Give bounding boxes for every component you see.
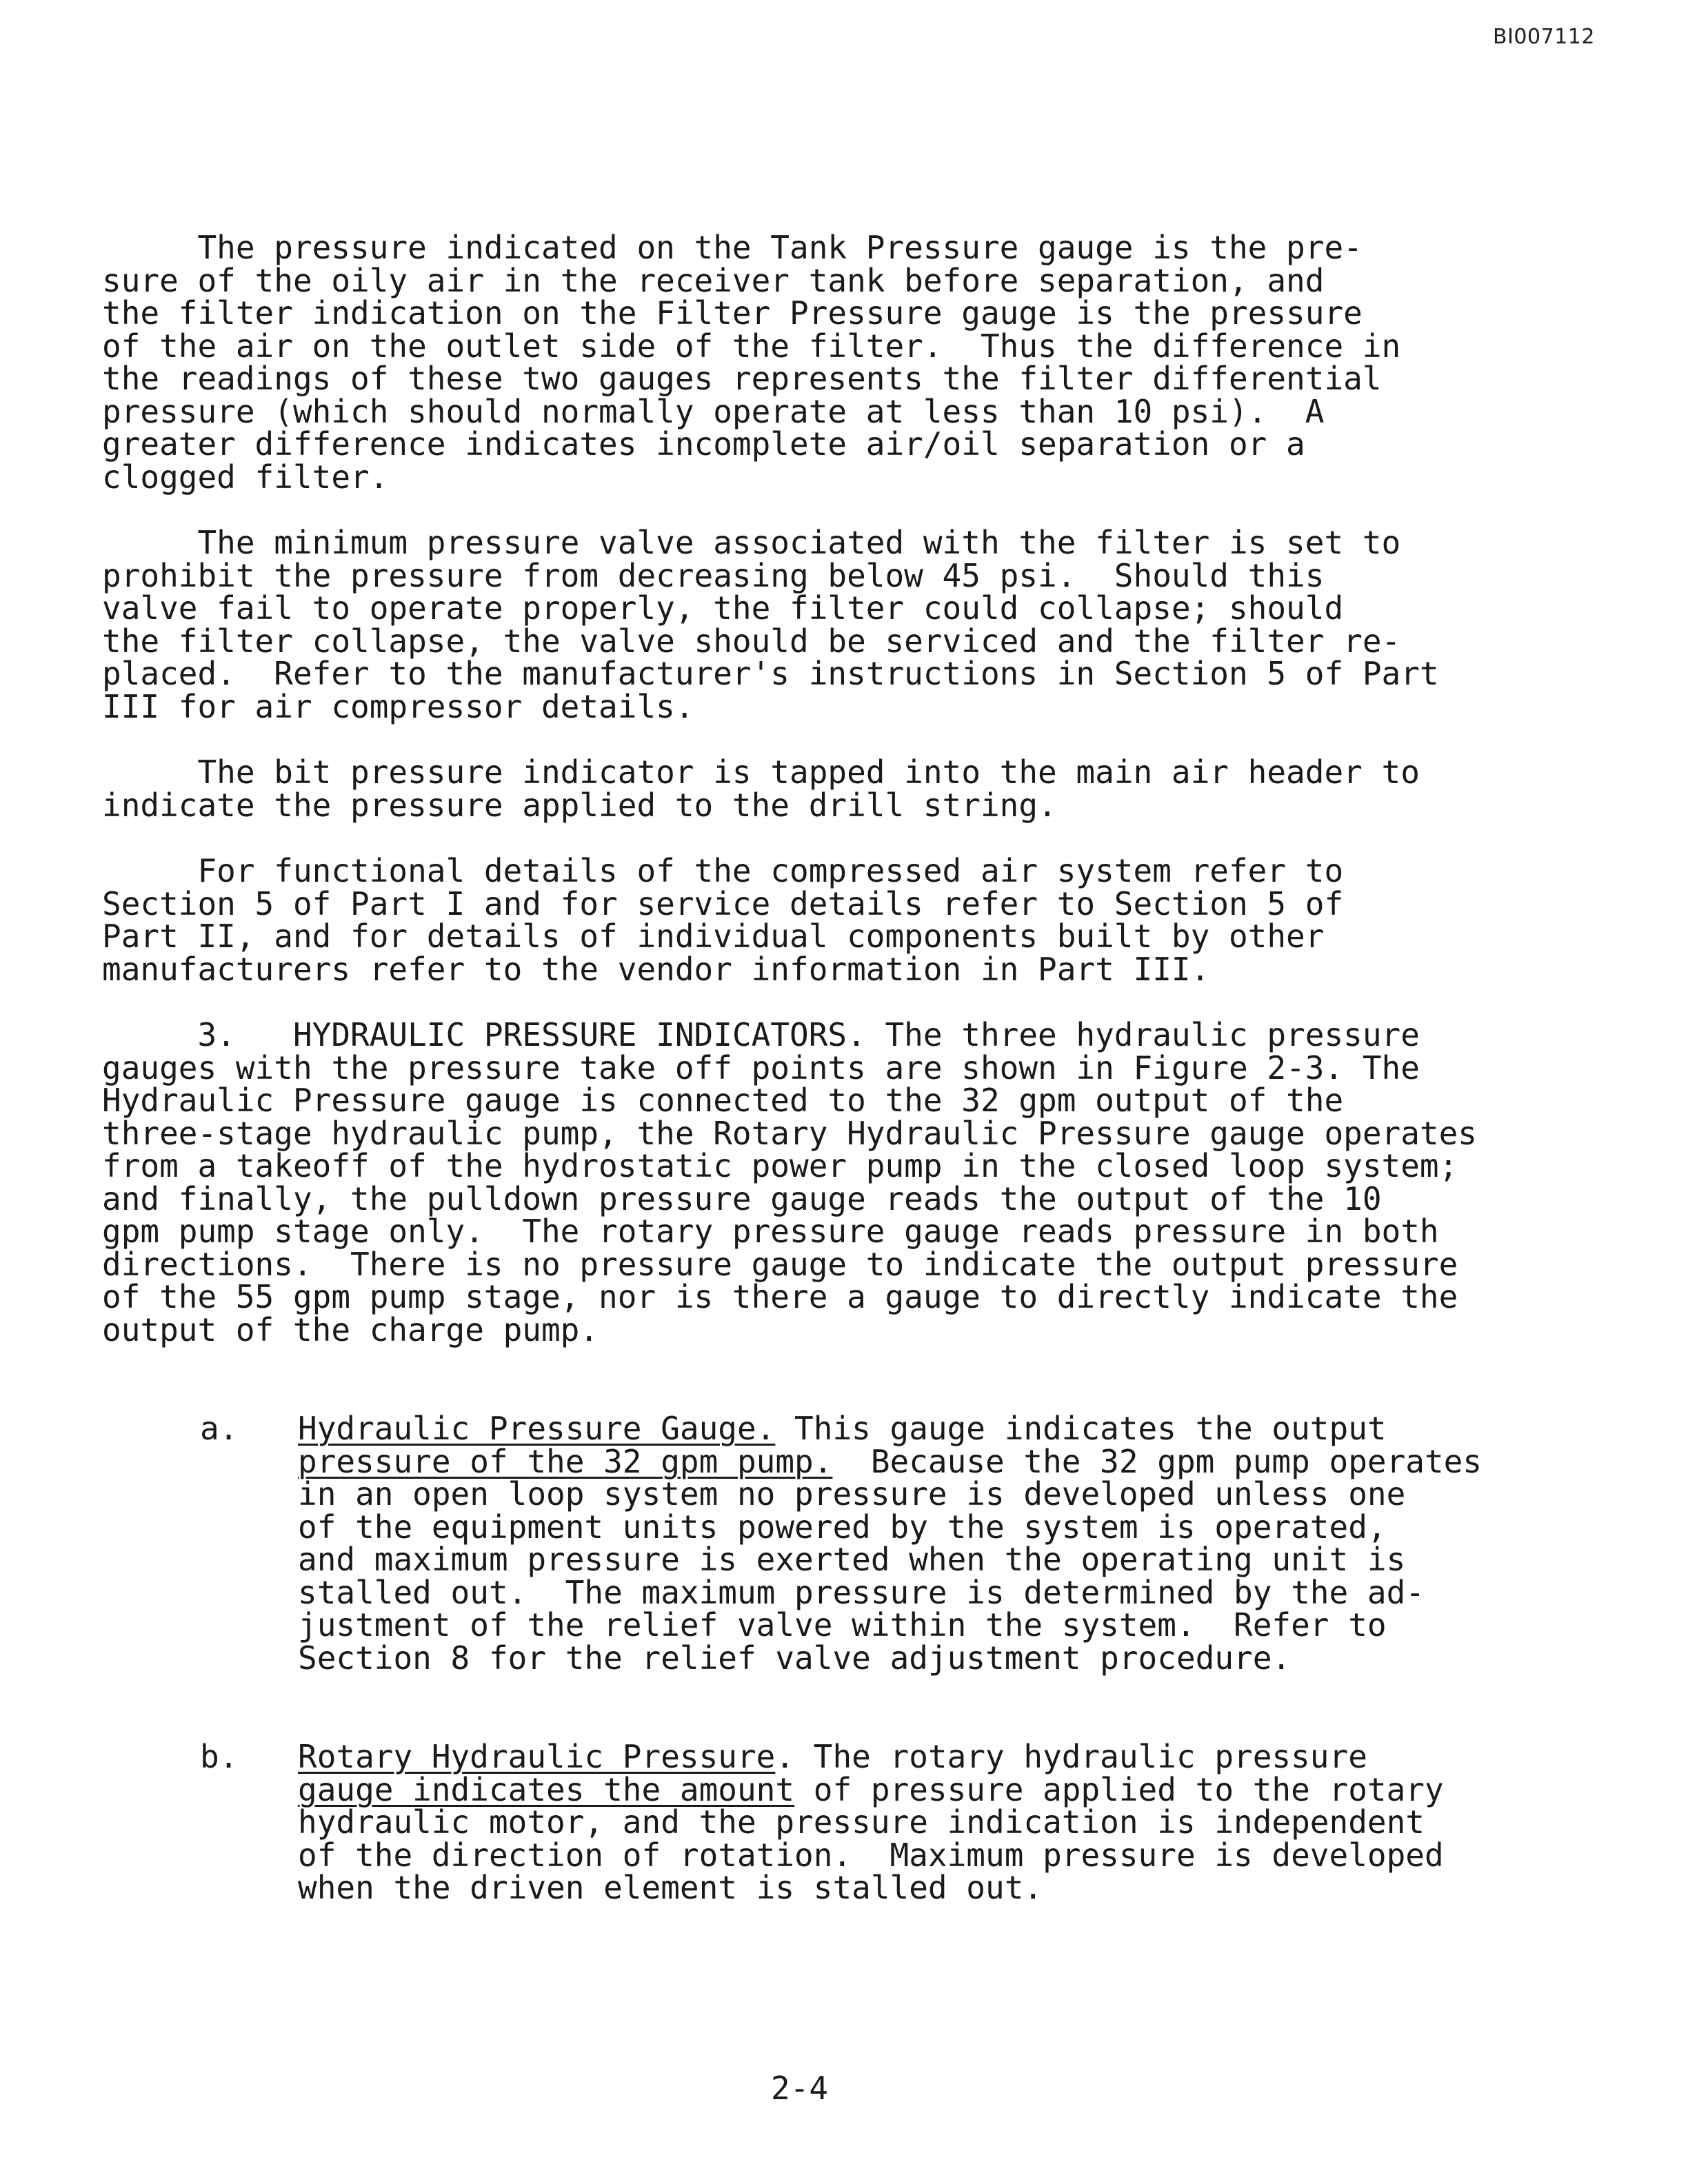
text-line: Section 5 of Part I and for service details refer to Section 5 of (102, 884, 1344, 922)
list-marker: a. (200, 1410, 239, 1447)
list-item-rotary-hydraulic-pressure (102, 1738, 1585, 1906)
underlined-heading: pressure of the 32 gpm pump. (298, 1442, 833, 1480)
text-span: Because the 32 gpm pump operates (832, 1442, 1483, 1480)
text-span: . The rotary hydraulic pressure (775, 1738, 1367, 1775)
text-line: prohibit the pressure from decreasing below 45 psi. Should this (102, 556, 1325, 594)
text-line: The minimum pressure valve associated with the filter is set to (102, 524, 1401, 561)
text-line: the filter collapse, the valve should be serviced and the filter re- (102, 622, 1401, 660)
text-line: The bit pressure indicator is tapped into the main air header to (102, 754, 1420, 791)
list-item-hydraulic-pressure-gauge (102, 1410, 1585, 1677)
underlined-heading: gauge indicates the amount (298, 1770, 795, 1808)
text-line: hydraulic motor, and the pressure indication is independent (298, 1803, 1425, 1841)
list-item-body (298, 1738, 1585, 1906)
text-line: the filter indication on the Filter Pressure gauge is the pressure (102, 294, 1363, 332)
text-line: directions. There is no pressure gauge to indicate the output pressure (102, 1245, 1458, 1283)
text-line: output of the charge pump. (102, 1311, 599, 1348)
text-line: Part II, and for details of individual components built by other (102, 918, 1325, 955)
text-line: gpm pump stage only. The rotary pressure gauge reads pressure in both (102, 1213, 1439, 1250)
text-line: placed. Refer to the manufacturer's instructions in Section 5 of Part (102, 655, 1439, 692)
text-line: gauges with the pressure take off points are shown in Figure 2-3. The (102, 1049, 1420, 1086)
text-line: clogged filter. (102, 458, 389, 496)
paragraph-tank-pressure (102, 229, 1585, 496)
text-line: from a takeoff of the hydrostatic power pump in the closed loop system; (102, 1147, 1458, 1184)
text-line: greater difference indicates incomplete air/oil separation or a (102, 425, 1305, 463)
text-span: of pressure applied to the rotary (794, 1770, 1444, 1808)
paragraph-bit-pressure (102, 756, 1585, 822)
text-line: sure of the oily air in the receiver tank before separation, and (102, 261, 1325, 299)
text-line (298, 1442, 1585, 1480)
text-line: of the direction of rotation. Maximum pressure is developed (298, 1836, 1444, 1874)
text-line: Section 8 for the relief valve adjustment procedure. (298, 1639, 1292, 1677)
text-line: of the air on the outlet side of the filter. Thus the difference in (102, 327, 1401, 365)
list-marker: b. (200, 1738, 239, 1775)
text-line: three-stage hydraulic pump, the Rotary Hydraulic Pressure gauge operates (102, 1114, 1477, 1152)
text-line: the readings of these two gauges represents the filter differential (102, 360, 1382, 397)
text-span: This gauge indicates the output (775, 1410, 1387, 1447)
text-line: III for air compressor details. (102, 687, 694, 725)
text-line (298, 1410, 1585, 1447)
underlined-heading: Hydraulic Pressure Gauge. (298, 1410, 776, 1447)
text-line: and maximum pressure is exerted when the operating unit is (298, 1541, 1406, 1578)
document-body (102, 229, 1585, 1971)
text-line: in an open loop system no pressure is developed unless one (298, 1475, 1406, 1513)
text-line: valve fail to operate properly, the filter could collapse; should (102, 589, 1344, 627)
document-id: BI007112 (1493, 25, 1595, 49)
text-line: For functional details of the compressed air system refer to (102, 852, 1344, 889)
page-number: 2-4 (771, 2070, 829, 2107)
paragraph-minimum-pressure-valve (102, 524, 1585, 725)
paragraph-functional-details (102, 852, 1585, 988)
text-line: manufacturers refer to the vendor information in Part III. (102, 950, 1210, 988)
text-line: 3. HYDRAULIC PRESSURE INDICATORS. The three hydraulic pressure (102, 1016, 1420, 1053)
text-line: indicate the pressure applied to the drill string. (102, 786, 1057, 824)
text-line: justment of the relief valve within the system. Refer to (298, 1606, 1387, 1644)
list-item-body (298, 1410, 1585, 1677)
text-line: stalled out. The maximum pressure is determined by the ad- (298, 1573, 1425, 1611)
text-line: The pressure indicated on the Tank Pressure gauge is the pre- (102, 229, 1363, 266)
text-line (298, 1738, 1585, 1775)
text-line: of the 55 gpm pump stage, nor is there a gauge to directly indicate the (102, 1278, 1458, 1315)
paragraph-hydraulic-pressure-indicators (102, 1016, 1585, 1348)
underlined-heading: Rotary Hydraulic Pressure (298, 1738, 776, 1775)
text-line: when the driven element is stalled out. (298, 1869, 1043, 1906)
text-line: and finally, the pulldown pressure gauge reads the output of the 10 (102, 1180, 1382, 1217)
text-line: Hydraulic Pressure gauge is connected to the 32 gpm output of the (102, 1082, 1344, 1119)
text-line (298, 1770, 1585, 1808)
text-line: of the equipment units powered by the system is operated, (298, 1508, 1387, 1546)
text-line: pressure (which should normally operate at less than 10 psi). A (102, 392, 1325, 430)
